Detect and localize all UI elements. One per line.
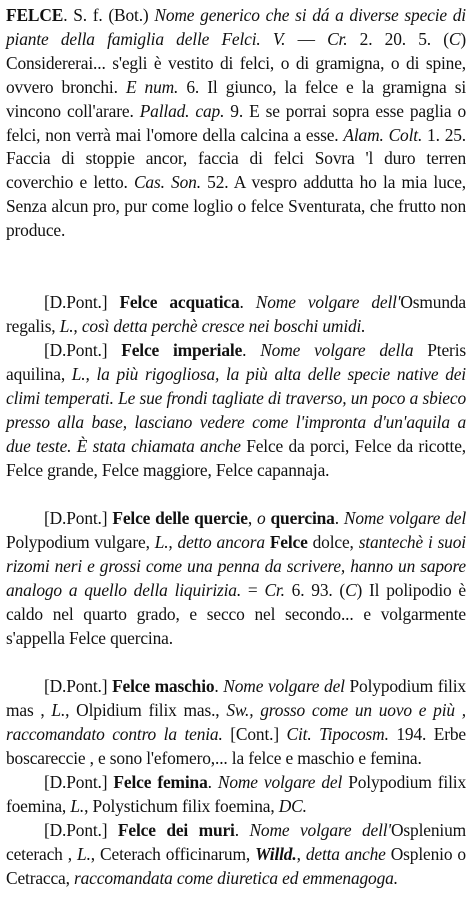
citation-source: E num.: [125, 76, 179, 97]
citation-source: Cr.: [327, 28, 348, 49]
main-entry-felce: [6, 4, 466, 243]
punctuation: .: [234, 820, 250, 840]
author-abbrev: DC.: [278, 795, 307, 816]
synonym-text: dolce,: [307, 531, 359, 552]
source-tag: [D.Pont.]: [44, 292, 120, 312]
citation-ref: 2. 20. 5. (: [347, 28, 449, 49]
grammar-text: . S. f. (Bot.): [63, 5, 155, 25]
punctuation: .: [239, 292, 256, 312]
species-name: Osmunda regalis,: [6, 292, 466, 336]
source-tag: [D.Pont.]: [44, 508, 113, 528]
source-tag: [D.Pont.]: [44, 340, 122, 360]
subentry-term-variant: quercina: [270, 508, 335, 528]
definition-italic: Nome volgare del: [217, 772, 343, 792]
definition-italic: Nome volgare della: [260, 340, 414, 360]
quotation-text: 194. Erbe boscareccie , e sono l'efomero,... la felce e maschio e femina.: [6, 723, 466, 768]
citation-mark: C: [448, 28, 461, 49]
synonym-text: Osplenio o Cetracca,: [6, 843, 466, 888]
definition-italic: Nome volgare dell': [249, 820, 392, 840]
synonyms-text: Felce da porci, Felce da ricotte, Felce grande, Felce maggiore, Felce capannaja.: [6, 435, 466, 480]
definition-italic: stantechè i suoi rizomi neri e grossi come una penna da scrivere, hanno un sapore analogo a quello della liquirizia.: [6, 531, 466, 600]
subentry-term-variant: Felce: [269, 531, 308, 552]
subentry-term: Felce femina: [113, 772, 208, 792]
species-name: Osplenium ceterach ,: [6, 820, 466, 864]
species-name: Pteris aquilina,: [6, 340, 466, 384]
subentry-felce-dei-muri: [6, 819, 466, 891]
definition-italic: L., detto ancora: [154, 531, 265, 552]
subentry-term: Felce dei muri: [117, 820, 235, 840]
species-name: , Ceterach officinarum,: [90, 843, 256, 864]
species-name: Polypodium filix mas ,: [6, 676, 466, 720]
citation-source: Alam. Colt.: [343, 124, 423, 145]
citation-source: Cit. Tipocosm.: [286, 723, 389, 744]
subentry-term: Felce acquatica: [119, 292, 240, 312]
headword: FELCE: [6, 5, 64, 25]
subentry-felce-acquatica: [6, 291, 466, 339]
species-name: , Olpidium filix mas.,: [65, 699, 227, 720]
species-name: , Polystichum filix foemina,: [84, 795, 279, 816]
definition-italic: Sw., grosso come un uovo e più , raccomandato contro la tenia.: [6, 699, 466, 744]
citation-source: Cr.: [264, 579, 285, 600]
subentry-felce-imperiale: [6, 339, 466, 482]
dash-text: —: [285, 28, 328, 49]
punctuation: .: [242, 340, 261, 360]
quotation-text: 6. Il giunco, la felce e la gramigna si vincono coll'arare.: [6, 76, 466, 121]
subentry-felce-femina: [6, 771, 466, 819]
conjunction-italic: o: [257, 508, 266, 528]
author-abbrev: L.: [70, 795, 85, 816]
definition-italic: L., così detta perchè cresce nei boschi umidi.: [59, 315, 366, 336]
subentry-term: Felce maschio: [112, 676, 215, 696]
species-name: Polypodium filix foemina,: [6, 772, 466, 816]
quotation-text: 9. E se porrai sopra esse paglia o felci, non verrà mai l'omore della calcina a esse.: [6, 100, 466, 145]
source-tag: [D.Pont.]: [44, 820, 118, 840]
punctuation: .: [207, 772, 218, 792]
quotation-text: 52. A vespro addutta ho la mia luce, Senza alcun pro, pur come loglio o felce Sventurata, che frutto non produce.: [6, 172, 466, 241]
author-abbrev: Willd.: [255, 843, 297, 864]
subentry-felce-maschio: [6, 675, 466, 771]
punctuation: .: [214, 676, 224, 696]
punctuation: .: [334, 508, 344, 528]
definition-italic: Nome generico che si dá a diverse specie di piante della famiglia delle Felci. V.: [6, 5, 466, 49]
quotation-text: 1. 25. Faccia di stoppie ancor, faccia di felci Sovra 'l duro terren coverchio e letto.: [6, 124, 466, 193]
source-tag: [D.Pont.]: [44, 772, 114, 792]
definition-italic: Nome volgare del: [343, 508, 467, 528]
quotation-text: ) Il polipodio è caldo nel quarto grado, e secco nel secondo... e volgarmente s'appella Felce quercina.: [6, 579, 466, 648]
definition-italic: L., la più rigogliosa, la più alta delle specie native dei climi temperati. Le sue frondi tagliate di traverso, un poco a sbieco presso alla base, lasciano vedere come l'impronta d'un'aquila a due teste. È stata chiamata anche: [6, 363, 466, 456]
definition-italic: Nome volgare dell': [255, 292, 401, 312]
subentry-term: Felce delle quercie: [112, 508, 248, 528]
author-abbrev: L.: [77, 843, 91, 864]
citation-source: Cas. Son.: [133, 172, 201, 193]
species-name: Polypodium vulgare,: [6, 531, 155, 552]
author-abbrev: L.: [51, 699, 66, 720]
citation-mark: C: [345, 579, 357, 600]
subentry-felce-delle-quercie: [6, 507, 466, 650]
punctuation: ,: [247, 508, 258, 528]
punctuation: ,: [296, 843, 306, 864]
source-tag: [Cont.]: [222, 723, 287, 744]
definition-italic: Nome volgare del: [223, 676, 345, 696]
quotation-text: ) Considererai... s'egli è vestito di felci, o di gramigna, o di spine, ovvero bronchi.: [6, 28, 466, 97]
equals-text: =: [241, 579, 265, 600]
subentry-term: Felce imperiale: [121, 340, 243, 360]
citation-ref: 6. 93. (: [284, 579, 346, 600]
definition-italic: detta anche: [305, 843, 386, 864]
definition-italic: raccomandata come diuretica ed emmenagoga.: [74, 867, 398, 888]
citation-source: Pallad. cap.: [139, 100, 225, 121]
source-tag: [D.Pont.]: [44, 676, 113, 696]
